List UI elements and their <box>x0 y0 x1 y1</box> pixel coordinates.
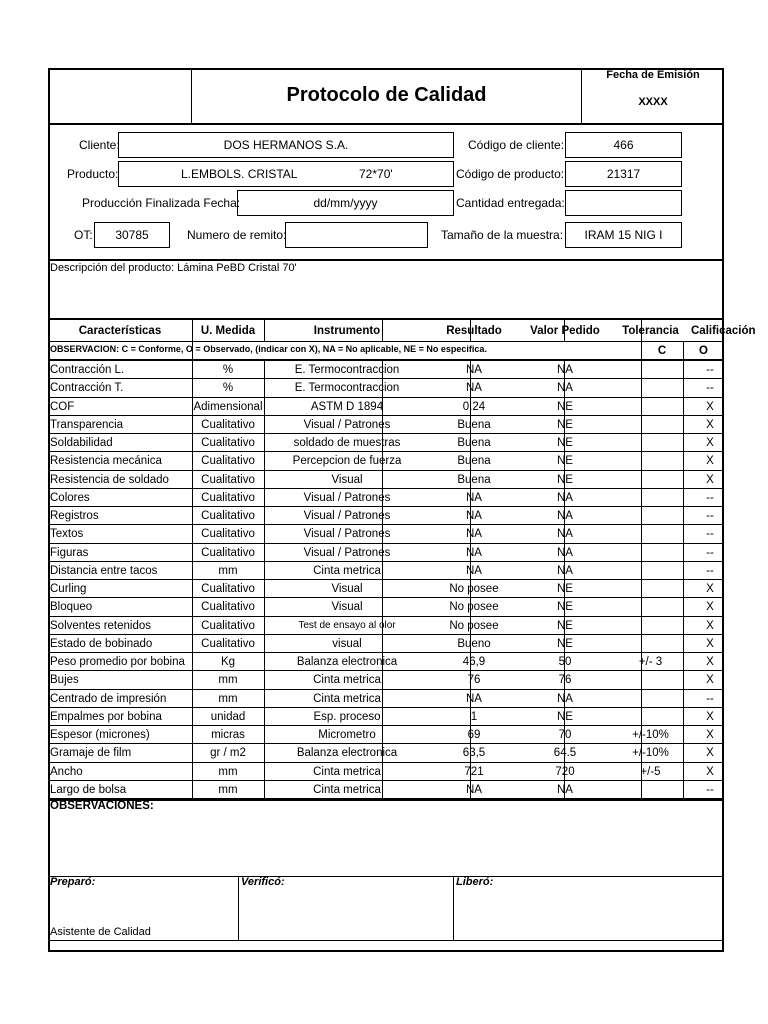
row-instrument: Balanza electronica <box>296 747 398 760</box>
table-row <box>48 726 724 744</box>
row-characteristic: Largo de bolsa <box>50 783 127 796</box>
row-rating-o <box>731 763 768 781</box>
row-result: 76 <box>467 674 481 687</box>
client-label: Cliente: <box>79 138 120 152</box>
row-result: 0.24 <box>462 400 486 413</box>
row-result: NA <box>466 491 482 504</box>
row-rating-o <box>731 525 768 543</box>
row-rating-o <box>731 544 768 562</box>
row-instrument: Visual / Patrones <box>303 510 391 522</box>
client-code-label: Código de cliente: <box>468 138 565 152</box>
row-instrument: Cinta metrica <box>313 765 381 778</box>
row-rating-c: X <box>706 729 714 741</box>
row-unit: mm <box>218 765 238 778</box>
row-unit: Cualitativo <box>201 637 255 650</box>
row-rating-c: -- <box>706 364 714 376</box>
table-row <box>48 617 724 635</box>
row-rating-o <box>731 434 768 452</box>
row-characteristic: Empalmes por bobina <box>50 710 162 723</box>
row-unit: Adimensional <box>193 400 263 413</box>
table-row <box>48 580 724 598</box>
row-rating-o <box>731 471 768 489</box>
row-result: NA <box>466 783 482 796</box>
row-rating-c: X <box>706 674 714 687</box>
row-unit: mm <box>218 674 238 687</box>
row-instrument: Visual / Patrones <box>303 418 391 431</box>
row-required-value: NA <box>557 564 573 577</box>
row-rating-c: -- <box>706 783 714 796</box>
row-instrument: Cinta metrica <box>313 674 381 687</box>
row-unit: unidad <box>210 710 246 723</box>
row-result: NA <box>466 564 482 577</box>
table-row <box>48 763 724 781</box>
client-field[interactable] <box>118 132 454 158</box>
description-top-border <box>48 259 724 261</box>
col-divider-2a <box>264 320 265 341</box>
col-header-characteristics: Características <box>78 325 162 337</box>
row-unit: Cualitativo <box>201 473 255 486</box>
row-tolerance <box>612 671 689 689</box>
row-unit: Cualitativo <box>201 455 255 468</box>
row-unit: Kg <box>220 656 236 668</box>
product-code-value: 21317 <box>606 167 641 181</box>
row-tolerance <box>612 544 689 562</box>
col-header-unit: U. Medida <box>200 325 256 337</box>
row-required-value: NA <box>557 546 573 559</box>
row-rating-o <box>731 708 768 726</box>
row-instrument: Esp. proceso <box>313 710 381 723</box>
remito-label: Numero de remito: <box>187 228 287 242</box>
row-rating-c: X <box>706 619 714 632</box>
row-required-value: NA <box>557 364 573 376</box>
col-header-required: Valor Pedido <box>530 325 600 337</box>
table-row <box>48 489 724 507</box>
row-characteristic: Peso promedio por bobina <box>50 656 185 668</box>
row-required-value: NE <box>557 418 573 431</box>
row-result: 1 <box>470 710 478 723</box>
product-description: Descripción del producto: Lámina PeBD Cristal 70' <box>50 262 297 274</box>
row-rating-o <box>731 690 768 708</box>
rating-o-header: O <box>699 345 708 357</box>
row-result: Buena <box>457 437 491 449</box>
row-tolerance <box>612 617 689 635</box>
rating-c-header: C <box>657 345 667 357</box>
col-header-rating: Calificación <box>691 325 756 337</box>
row-tolerance <box>612 361 689 379</box>
col-divider-3a <box>382 320 383 341</box>
product-code-field[interactable] <box>565 161 682 187</box>
row-characteristic: Resistencia de soldado <box>50 473 169 486</box>
row-instrument: E. Termocontraccion <box>294 382 400 395</box>
row-unit: Cualitativo <box>201 528 255 541</box>
table-row <box>48 379 724 397</box>
row-instrument: Cinta metrica <box>313 564 381 577</box>
row-rating-c: X <box>706 400 714 413</box>
row-instrument: Visual / Patrones <box>303 528 391 541</box>
row-rating-o <box>731 361 768 379</box>
row-rating-o <box>731 580 768 598</box>
sample-size-value: IRAM 15 NIG I <box>584 228 663 242</box>
product-code-label: Código de producto: <box>456 167 565 181</box>
row-instrument: Visual <box>331 473 363 486</box>
ot-value: 30785 <box>115 228 149 242</box>
sample-size-label: Tamaño de la muestra: <box>441 228 564 242</box>
row-rating-c: -- <box>706 491 714 504</box>
client-value: DOS HERMANOS S.A. <box>223 138 349 152</box>
observations-label: OBSERVACIONES: <box>50 800 154 812</box>
row-rating-c: X <box>706 765 714 778</box>
row-instrument: E. Termocontraccion <box>294 364 400 376</box>
row-rating-c: X <box>706 601 714 614</box>
prepared-label: Preparó: <box>50 876 96 888</box>
row-characteristic: Contracción L. <box>50 364 125 376</box>
ot-label: OT: <box>74 228 93 242</box>
signature-top-border <box>48 876 724 877</box>
row-tolerance <box>612 416 689 434</box>
row-result: Bueno <box>457 637 491 650</box>
col-header-result: Resultado <box>446 325 502 337</box>
row-characteristic: Bloqueo <box>50 601 93 614</box>
row-rating-o <box>731 635 768 653</box>
table-row <box>48 744 724 762</box>
row-tolerance <box>612 562 689 580</box>
row-characteristic: Colores <box>50 491 90 504</box>
row-unit: Cualitativo <box>201 619 255 632</box>
table-row <box>48 562 724 580</box>
row-instrument: Balanza electronica <box>296 656 398 668</box>
row-rating-c: -- <box>706 546 714 559</box>
row-tolerance: +/-10% <box>632 729 669 741</box>
row-unit: mm <box>218 692 238 705</box>
row-characteristic: Distancia entre tacos <box>50 564 158 577</box>
ot-field[interactable] <box>94 222 170 248</box>
table-row <box>48 708 724 726</box>
row-rating-c: X <box>706 583 714 595</box>
row-result: 46,9 <box>462 656 486 668</box>
row-rating-o <box>731 489 768 507</box>
row-rating-o <box>731 398 768 416</box>
row-tolerance <box>612 379 689 397</box>
row-rating-o <box>731 617 768 635</box>
row-rating-o <box>731 653 768 671</box>
table-top-border <box>48 318 724 320</box>
header-bottom-border <box>48 123 724 125</box>
col-header-tolerance: Tolerancia <box>622 325 679 337</box>
row-unit: Cualitativo <box>201 491 255 504</box>
sample-size-field[interactable] <box>565 222 682 248</box>
row-required-value: NE <box>557 583 573 595</box>
table-row <box>48 361 724 379</box>
row-tolerance <box>612 452 689 470</box>
row-required-value: NA <box>557 692 573 705</box>
row-instrument: ASTM D 1894 <box>310 400 384 413</box>
table-row <box>48 544 724 562</box>
row-required-value: NE <box>557 473 573 486</box>
row-instrument: Visual <box>331 583 363 595</box>
row-characteristic: Ancho <box>50 765 83 778</box>
row-unit: micras <box>211 729 245 741</box>
row-characteristic: Contracción T. <box>50 382 124 395</box>
product-label: Producto: <box>67 167 119 181</box>
row-instrument: Micrometro <box>318 729 376 741</box>
row-tolerance: +/-10% <box>632 747 669 760</box>
row-instrument: Visual <box>331 601 363 614</box>
table-row <box>48 781 724 799</box>
col-header-instrument: Instrumento <box>313 325 381 337</box>
row-instrument: Cinta metrica <box>313 692 381 705</box>
row-rating-o <box>731 671 768 689</box>
row-characteristic: Espesor (micrones) <box>50 729 150 741</box>
row-result: NA <box>466 692 482 705</box>
table-row <box>48 398 724 416</box>
row-unit: mm <box>218 564 238 577</box>
table-row <box>48 671 724 689</box>
row-tolerance <box>612 489 689 507</box>
row-rating-c: X <box>706 637 714 650</box>
row-instrument: Percepcion de fuerza <box>292 455 402 468</box>
row-tolerance <box>612 580 689 598</box>
row-characteristic: Textos <box>50 528 84 541</box>
row-required-value: NA <box>557 491 573 504</box>
row-required-value: NE <box>557 710 573 723</box>
row-required-value: NE <box>557 619 573 632</box>
row-characteristic: Centrado de impresión <box>50 692 167 705</box>
row-result: 721 <box>464 765 484 778</box>
col-divider-5a <box>564 320 565 341</box>
signature-divider-2 <box>453 876 454 941</box>
row-unit: Cualitativo <box>201 510 255 522</box>
row-rating-c: X <box>706 747 714 760</box>
row-result: Buena <box>457 473 491 486</box>
table-row <box>48 471 724 489</box>
row-required-value: 64.5 <box>553 747 577 760</box>
row-tolerance <box>612 434 689 452</box>
row-result: No posee <box>449 619 499 632</box>
row-rating-c: -- <box>706 510 714 522</box>
row-characteristic: Resistencia mecánica <box>50 455 162 468</box>
emission-date-label: Fecha de Emisión <box>606 69 700 81</box>
row-rating-o <box>731 379 768 397</box>
row-result: Buena <box>457 418 491 431</box>
row-rating-c: -- <box>706 528 714 541</box>
row-rating-c: X <box>706 710 714 723</box>
row-unit: Cualitativo <box>201 437 255 449</box>
row-rating-c: -- <box>706 564 714 577</box>
table-row <box>48 434 724 452</box>
row-characteristic: Solventes retenidos <box>50 619 152 632</box>
row-unit: Cualitativo <box>201 418 255 431</box>
row-unit: mm <box>218 783 238 796</box>
row-required-value: 70 <box>558 729 572 741</box>
row-tolerance <box>612 471 689 489</box>
table-row <box>48 507 724 525</box>
verified-label: Verificó: <box>241 876 285 888</box>
row-result: Buena <box>457 455 491 468</box>
row-unit: Cualitativo <box>201 583 255 595</box>
row-characteristic: Registros <box>50 510 99 522</box>
client-code-value: 466 <box>613 138 634 152</box>
row-result: NA <box>466 364 482 376</box>
remito-field[interactable] <box>285 222 428 248</box>
table-row <box>48 598 724 616</box>
row-tolerance: +/- 3 <box>638 656 663 668</box>
row-rating-o <box>731 726 768 744</box>
row-tolerance: +/-5 <box>640 765 661 778</box>
header-row-divider <box>48 341 724 342</box>
production-date-value: dd/mm/yyyy <box>313 196 378 210</box>
row-characteristic: COF <box>50 400 75 413</box>
row-rating-c: X <box>706 656 714 668</box>
row-rating-c: -- <box>706 382 714 395</box>
client-code-field[interactable] <box>565 132 682 158</box>
row-rating-o <box>731 507 768 525</box>
row-result: No posee <box>449 583 499 595</box>
row-characteristic: Transparencia <box>50 418 124 431</box>
row-characteristic: Bujes <box>50 674 79 687</box>
row-required-value: 720 <box>555 765 575 778</box>
row-tolerance <box>612 635 689 653</box>
table-row <box>48 690 724 708</box>
row-rating-o <box>731 452 768 470</box>
table-row <box>48 635 724 653</box>
row-rating-o <box>731 598 768 616</box>
production-date-label: Producción Finalizada Fecha: <box>82 196 241 210</box>
table-row <box>48 452 724 470</box>
row-tolerance <box>612 708 689 726</box>
product-size: 72*70' <box>359 167 393 181</box>
row-characteristic: Soldabilidad <box>50 437 113 449</box>
row-required-value: NE <box>557 637 573 650</box>
row-rating-c: X <box>706 418 714 431</box>
row-tolerance <box>612 781 689 799</box>
row-instrument: soldado de muestras <box>293 437 401 449</box>
row-instrument: Cinta metrica <box>313 783 381 796</box>
row-characteristic: Curling <box>50 583 87 595</box>
row-instrument: Visual / Patrones <box>303 546 391 559</box>
row-characteristic: Gramaje de film <box>50 747 132 760</box>
row-rating-o <box>731 744 768 762</box>
row-required-value: 50 <box>558 656 572 668</box>
row-result: 63,5 <box>462 747 486 760</box>
row-required-value: NA <box>557 510 573 522</box>
row-result: 69 <box>467 729 481 741</box>
table-row <box>48 525 724 543</box>
row-result: NA <box>466 528 482 541</box>
row-rating-c: X <box>706 437 714 449</box>
row-required-value: NE <box>557 400 573 413</box>
row-rating-c: X <box>706 455 714 468</box>
row-result: No posee <box>449 601 499 614</box>
row-tolerance <box>612 525 689 543</box>
row-instrument: Test de ensayo al olor <box>298 620 396 631</box>
row-characteristic: Figuras <box>50 546 89 559</box>
emission-date-value: XXXX <box>638 96 668 108</box>
row-instrument: Visual / Patrones <box>303 491 391 504</box>
table-row <box>48 416 724 434</box>
row-unit: Cualitativo <box>201 601 255 614</box>
row-rating-o <box>731 562 768 580</box>
row-result: NA <box>466 510 482 522</box>
row-required-value: 76 <box>558 674 572 687</box>
row-tolerance <box>612 690 689 708</box>
prepared-role: Asistente de Calidad <box>50 926 151 938</box>
row-result: NA <box>466 546 482 559</box>
row-characteristic: Estado de bobinado <box>50 637 153 650</box>
signature-bottom-border <box>48 940 724 941</box>
row-rating-c: -- <box>706 692 714 705</box>
page-title: Protocolo de Calidad <box>286 84 487 106</box>
row-tolerance <box>612 398 689 416</box>
row-required-value: NA <box>557 382 573 395</box>
col-divider-4a <box>470 320 471 341</box>
row-tolerance <box>612 598 689 616</box>
observation-legend: OBSERVACION: C = Conforme, O = Observado, (indicar con X), NA = No aplicable, NE = No especifica. <box>50 344 487 354</box>
product-value: L.EMBOLS. CRISTAL <box>181 167 298 181</box>
row-rating-o <box>731 416 768 434</box>
row-unit: Cualitativo <box>201 546 255 559</box>
row-rating-c: X <box>706 473 714 486</box>
row-tolerance <box>612 507 689 525</box>
row-instrument: visual <box>332 637 362 650</box>
row-rating-o <box>731 781 768 799</box>
row-unit: % <box>222 382 234 395</box>
product-field[interactable] <box>118 161 454 187</box>
row-required-value: NE <box>557 601 573 614</box>
row-unit: % <box>222 364 234 376</box>
quantity-label: Cantidad entregada: <box>456 196 565 210</box>
table-row <box>48 653 724 671</box>
row-result: NA <box>466 382 482 395</box>
row-unit: gr / m2 <box>210 747 246 760</box>
production-date-field[interactable] <box>237 190 454 216</box>
row-required-value: NE <box>557 437 573 449</box>
released-label: Liberó: <box>456 876 494 888</box>
row-required-value: NA <box>557 783 573 796</box>
row-required-value: NA <box>557 528 573 541</box>
quantity-field[interactable] <box>565 190 682 216</box>
row-required-value: NE <box>557 455 573 468</box>
signature-divider-1 <box>238 876 239 941</box>
